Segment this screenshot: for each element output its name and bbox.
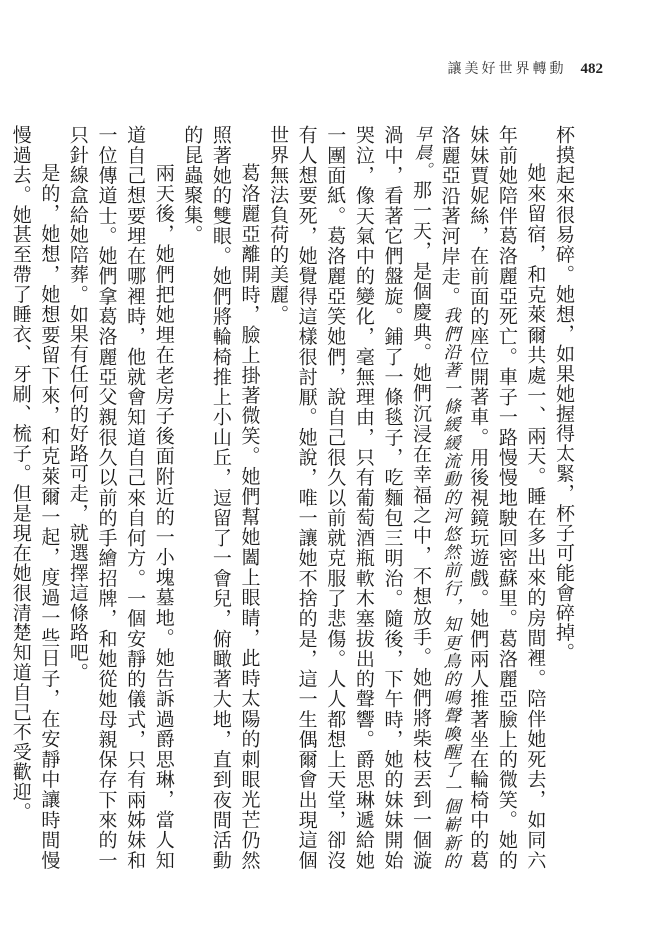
page-number: 482 bbox=[580, 61, 603, 77]
paragraph-text: 她來留宿，和克萊爾共處一、兩天。睡在多出來的房間裡。陪伴她死去，如同六年前她陪伴葛洛麗亞死亡。車子一路慢慢地駛回密蘇里。葛洛麗亞臉上的微笑。她的妹妹賈妮絲，在前面的座位開著車。用後視鏡玩遊戲。她們兩人推著坐在輪椅中的葛洛麗亞沿著河岸走。 bbox=[438, 125, 547, 870]
book-title: 讓美好世界轉動 bbox=[447, 61, 567, 77]
paragraph-2 bbox=[263, 125, 549, 870]
italic-quote: 我們沿著一條緩緩流動的河悠然前行，知更鳥的鳴聲喚醒了一個嶄新的早晨。 bbox=[411, 125, 460, 870]
vertical-text-body bbox=[9, 125, 578, 871]
paragraph-1 bbox=[549, 125, 578, 870]
paragraph-text: 葛洛麗亞離開時，臉上掛著微笑。她們幫她闔上眼睛，此時太陽的刺眼光芒仍然照著她的雙眼。她們將輪椅推上小山丘，逗留了一會兒，俯瞰著大地，直到夜間活動的昆蟲聚集。 bbox=[181, 125, 261, 870]
paragraph-4 bbox=[63, 125, 177, 870]
paragraph-text-continued: 那一天，是個慶典。她們沉浸在幸福之中，不想放手。她們將柴枝丟到一個漩渦中，看著它們盤旋。鋪了一條毯子，吃麵包三明治。隨後，下午時，她的妹妹開始哭泣，像天氣中的變化，毫無理由，只有葡萄酒瓶軟木塞拔出的聲響。爵思琳遞給她一團面紙。葛洛麗亞笑她們，說自己很久以前就克服了悲傷。人人都想上天堂，卻沒有人想要死，她覺得這樣很討厭。她說，唯一讓她不捨的是，這一生偶爾會出現這個世界無法負荷的美麗。 bbox=[267, 125, 433, 871]
paragraph-text: 兩天後，她們把她埋在老房子後面附近的一小塊墓地。她告訴過爵思琳，當人知道自己想要埋在哪裡時，他就會知道自己來自何方。一個安靜的儀式，只有兩姊妹和一位傳道士。她們拿葛洛麗亞父親很久以前的手繪招牌，和她從她母親保存下來的一只針線盒給她陪葬。如果有任何的好路可走，就選擇這條路吧。 bbox=[66, 125, 175, 870]
paragraph-5 bbox=[6, 125, 63, 870]
paragraph-3 bbox=[178, 125, 264, 870]
paragraph-text: 杯摸起來很易碎。她想，如果她握得太緊，杯子可能會碎掉。 bbox=[553, 125, 575, 663]
paragraph-text: 是的，她想，她想要留下來，和克萊爾一起，度過一些日子，在安靜中讓時間慢慢過去。她甚至帶了睡衣、牙刷、梳子。但是現在她很清楚知道自己不受歡迎。 bbox=[9, 125, 61, 870]
running-header bbox=[448, 58, 604, 78]
